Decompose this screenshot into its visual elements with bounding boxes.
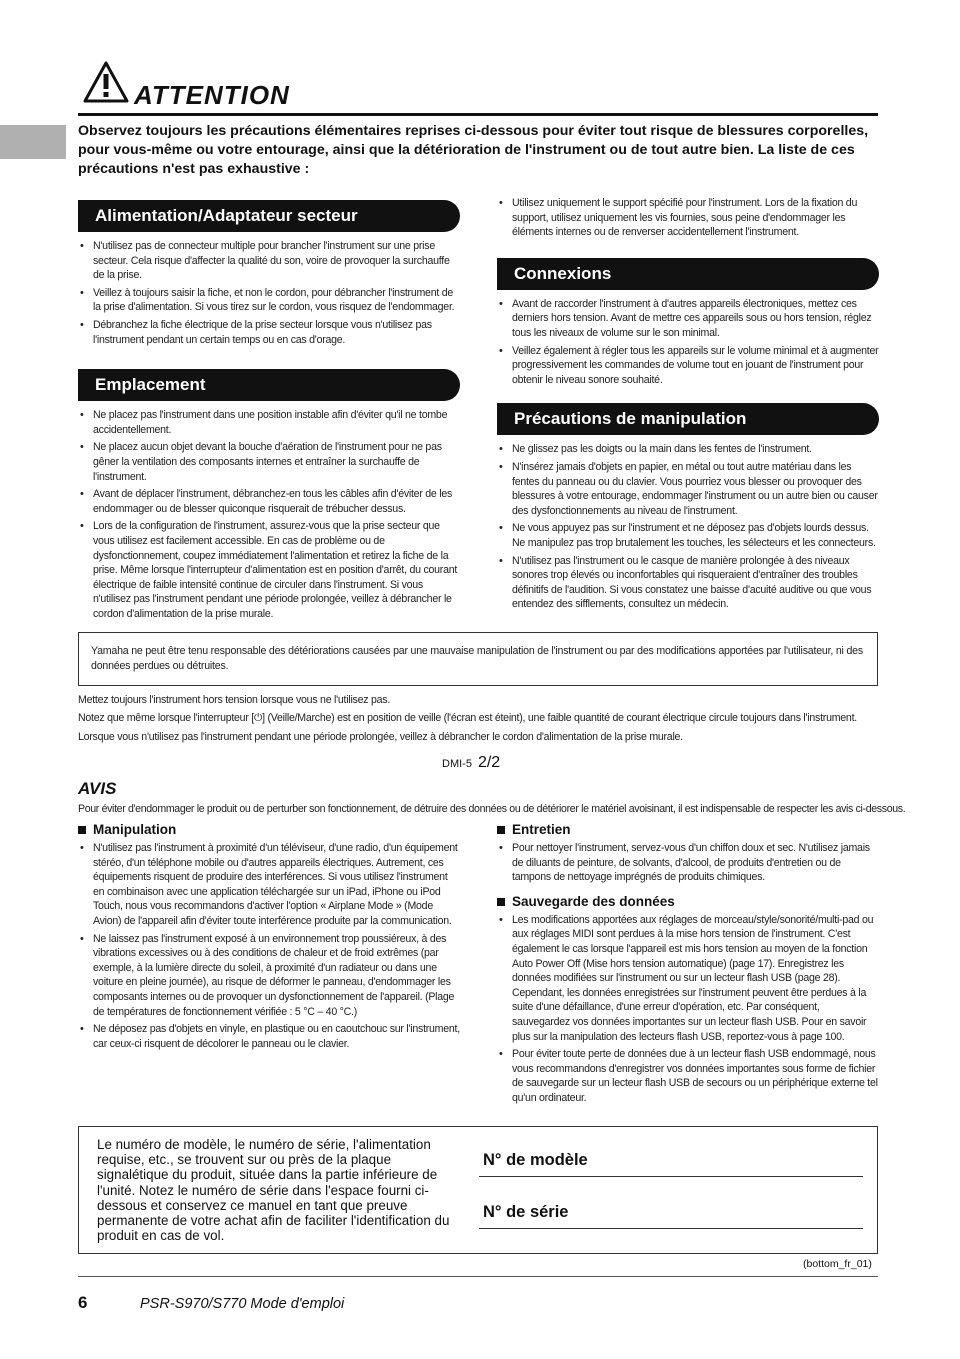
model-number-label: N° de modèle [483, 1151, 588, 1169]
list-item: • Ne glissez pas les doigts ou la main dans les fentes de l'instrument. [497, 442, 879, 457]
list-item: • Ne vous appuyez pas sur l'instrument et ne déposez pas d'objets lourds dessus. Ne manipulez pas trop brutalement les touches, les sélecteurs et les connecteurs. [497, 521, 879, 550]
list-item: • Lors de la configuration de l'instrument, assurez-vous que la prise secteur que vous utilisez est facilement accessible. En cas de problème ou de dysfonctionnement, coupez immédiatement l'alimentation et retirez la fiche de la prise. Même lorsque l'interrupteur d'alimentation est en position d'arrêt, du courant électrique de faible intensité continue de circuler dans l'instrument. Si vous n'utilisez pas l'instrument pendant une période prolongée, veillez à débrancher le cordon d'alimentation de la prise murale. [78, 519, 460, 621]
avis-left-column [78, 822, 460, 1054]
square-bullet-icon [497, 898, 505, 906]
model-number-line [479, 1176, 863, 1177]
manipulation-list [497, 442, 879, 612]
attention-title: ATTENTION [134, 80, 290, 110]
list-item: • Pour éviter toute perte de données due à un lecteur flash USB endommagé, nous vous recommandons d'enregistrer vos données importantes sous forme de fichier de sauvegarde sur un lecteur flash USB de secours ou un périphérique externe tel qu'un ordinateur. [497, 1047, 879, 1105]
power-note-3: Lorsque vous n'utilisez pas l'instrument pendant une période prolongée, veillez à débrancher le cordon d'alimentation de la prise murale. [78, 731, 683, 743]
bottom-code: (bottom_fr_01) [803, 1258, 872, 1270]
attention-left-column [78, 200, 460, 624]
attention-right-column [497, 196, 879, 615]
emplacement-list [78, 408, 460, 621]
model-serial-box [78, 1126, 878, 1254]
avis-right-column [497, 822, 879, 1109]
list-item: • Utilisez uniquement le support spécifié pour l'instrument. Lors de la fixation du support, utilisez uniquement les vis fournies, sous peine d'endommager les éléments internes ou de renverser accidentellement l'instrument. [497, 196, 879, 240]
list-item: • N'utilisez pas l'instrument ou le casque de manière prolongée à des niveaux sonores trop élevés ou inconfortables qui risqueraient d'entraîner des troubles définitifs de l'audition. Si vous constatez une baisse d'acuité auditive ou que vous entendez des sifflements, consultez un médecin. [497, 554, 879, 612]
list-item: • Ne déposez pas d'objets en vinyle, en plastique ou en caoutchouc sur l'instrument, car ceux-ci risquent de décolorer le panneau ou le clavier. [78, 1022, 460, 1051]
footer-divider [78, 1276, 878, 1277]
manual-title: PSR-S970/S770 Mode d'emploi [140, 1296, 345, 1312]
page-number: 6 [78, 1293, 88, 1312]
list-item: • Pour nettoyer l'instrument, servez-vous d'un chiffon doux et sec. N'utilisez jamais de diluants de peinture, de solvants, d'alcool, de produits d'entretien ou de tampons de nettoyage imprégnés de produits chimiques. [497, 841, 879, 885]
list-item: • Ne placez pas l'instrument dans une position instable afin d'éviter qu'il ne tombe accidentellement. [78, 408, 460, 437]
avis-sauvegarde-list [497, 913, 879, 1106]
attention-header [78, 58, 878, 116]
connexions-list [497, 297, 879, 388]
serial-number-label: N° de série [483, 1203, 569, 1221]
liability-notice-box: Yamaha ne peut être tenu responsable des détériorations causées par une mauvaise manipulation de l'instrument ou par des modifications apportées par l'utilisateur, ni des données perdues ou détruites. [78, 632, 878, 686]
power-note-1: Mettez toujours l'instrument hors tension lorsque vous ne l'utilisez pas. [78, 694, 391, 706]
square-bullet-icon [497, 826, 505, 834]
chapter-tab-marker [0, 125, 66, 159]
square-bullet-icon [78, 826, 86, 834]
serial-number-line [479, 1228, 863, 1229]
support-list [497, 196, 879, 240]
list-item: • N'insérez jamais d'objets en papier, en métal ou tout autre matériau dans les fentes du panneau ou du clavier. Vous pourriez vous blesser ou provoquer des blessures à votre entourage, endommager l'instrument ou un autre bien ou causer des dysfonctionnements au niveau de l'instrument. [497, 460, 879, 518]
subsection-title-entretien: Entretien [497, 822, 879, 837]
alimentation-list [78, 239, 460, 347]
list-item: • Débranchez la fiche électrique de la prise secteur lorsque vous n'utilisez pas l'instrument pendant un certain temps ou en cas d'orage. [78, 318, 460, 347]
section-title-manipulation: Précautions de manipulation [497, 403, 879, 435]
section-title-alimentation: Alimentation/Adaptateur secteur [78, 200, 460, 232]
list-item: • Les modifications apportées aux réglages de morceau/style/sonorité/multi-pad ou aux réglages MIDI sont perdues à la mise hors tension de l'instrument. C'est également le cas lorsque l'appareil est mis hors tension au moyen de la fonction Auto Power Off (Mise hors tension automatique) (page 17). Enregistrez les données modifiées sur l'instrument ou sur un lecteur flash USB (page 28). Cependant, les données enregistrées sur l'instrument peuvent être perdues à la suite d'une défaillance, d'une erreur d'opération, etc. Par conséquent, sauvegardez vos données importantes sur un lecteur flash USB. Pour en savoir plus sur la manipulation des lecteurs flash USB, reportez-vous à page 100. [497, 913, 879, 1044]
section-title-connexions: Connexions [497, 258, 879, 290]
list-item: • N'utilisez pas l'instrument à proximité d'un téléviseur, d'une radio, d'un équipement stéréo, d'un téléphone mobile ou d'autres appareils électriques. Autrement, ces équipements risquent de produire des interférences. Si vous utilisez l'instrument en combinaison avec une application téléchargée sur un iPad, iPhone ou iPod Touch, nous vous recommandons d'activer l'option « Airplane Mode » (Mode Avion) de l'appareil afin d'éviter toute interférence produite par la communication. [78, 841, 460, 929]
dmi-code: DMI-5 [442, 758, 472, 770]
list-item: • Avant de raccorder l'instrument à d'autres appareils électroniques, mettez ces derniers hors tension. Avant de mettre ces appareils sous ou hors tension, réglez tous les niveaux de volume sur le son minimal. [497, 297, 879, 341]
avis-manipulation-list [78, 841, 460, 1051]
power-note-2: Notez que même lorsque l'interrupteur [⏻] (Veille/Marche) est en position de veille (l'écran est éteint), une faible quantité de courant électrique circule toujours dans l'instrument. [78, 712, 857, 724]
avis-title: AVIS [78, 779, 117, 798]
list-item: • Veillez à toujours saisir la fiche, et non le cordon, pour débrancher l'instrument de la prise d'alimentation. Si vous tirez sur le cordon, vous risquez de l'endommager. [78, 286, 460, 315]
subsection-title-sauvegarde: Sauvegarde des données [497, 894, 879, 909]
list-item: • Ne placez aucun objet devant la bouche d'aération de l'instrument pour ne pas gêner la ventilation des composants internes et entraîner la surchauffe de l'instrument. [78, 440, 460, 484]
attention-intro: Observez toujours les précautions élémentaires reprises ci-dessous pour éviter tout risque de blessures corporelles, pour vous-même ou votre entourage, ainsi que la détérioration de l'instrument ou de tout autre bien. La liste de ces précautions n'est pas exhaustive : [78, 123, 869, 177]
list-item: • Veillez également à régler tous les appareils sur le volume minimal et à augmenter progressivement les commandes de volume tout en jouant de l'instrument pour obtenir le niveau sonore souhaité. [497, 344, 879, 388]
list-item: • Ne laissez pas l'instrument exposé à un environnement trop poussiéreux, à des vibrations excessives ou à des conditions de chaleur et de froid extrêmes (par exemple, à la lumière directe du soleil, à proximité d'un radiateur ou dans une voiture en pleine journée), au risque de déformer le panneau, d'endommager les composants internes ou de provoquer un dysfonctionnement de l'appareil. (Plage de températures de fonctionnement vérifiée : 5 °C – 40 °C.) [78, 932, 460, 1020]
avis-entretien-list [497, 841, 879, 885]
list-item: • N'utilisez pas de connecteur multiple pour brancher l'instrument sur une prise secteur. Cela risque d'affecter la qualité du son, voire de provoquer la surchauffe de la prise. [78, 239, 460, 283]
avis-intro: Pour éviter d'endommager le produit ou de perturber son fonctionnement, de détruire des données ou de détériorer le matériel avoisinant, il est indispensable de respecter les avis ci-dessous. [78, 803, 906, 815]
dmi-page: 2/2 [477, 754, 501, 771]
warning-triangle-icon [83, 60, 129, 104]
subsection-title-manipulation: Manipulation [78, 822, 460, 837]
list-item: • Avant de déplacer l'instrument, débranchez-en tous les câbles afin d'éviter de les endommager ou de blesser quiconque risquerait de trébucher dessus. [78, 487, 460, 516]
section-title-emplacement: Emplacement [78, 369, 460, 401]
model-info-text: Le numéro de modèle, le numéro de série, l'alimentation requise, etc., se trouvent sur ou près de la plaque signalétique du produit, située dans la partie inférieure de l'unité. Notez le numéro de série dans l'espace fourni ci-dessous et conservez ce manuel en tant que preuve permanente de votre achat afin de faciliter l'identification du produit en cas de vol. [97, 1137, 450, 1244]
dmi-reference [442, 754, 500, 772]
